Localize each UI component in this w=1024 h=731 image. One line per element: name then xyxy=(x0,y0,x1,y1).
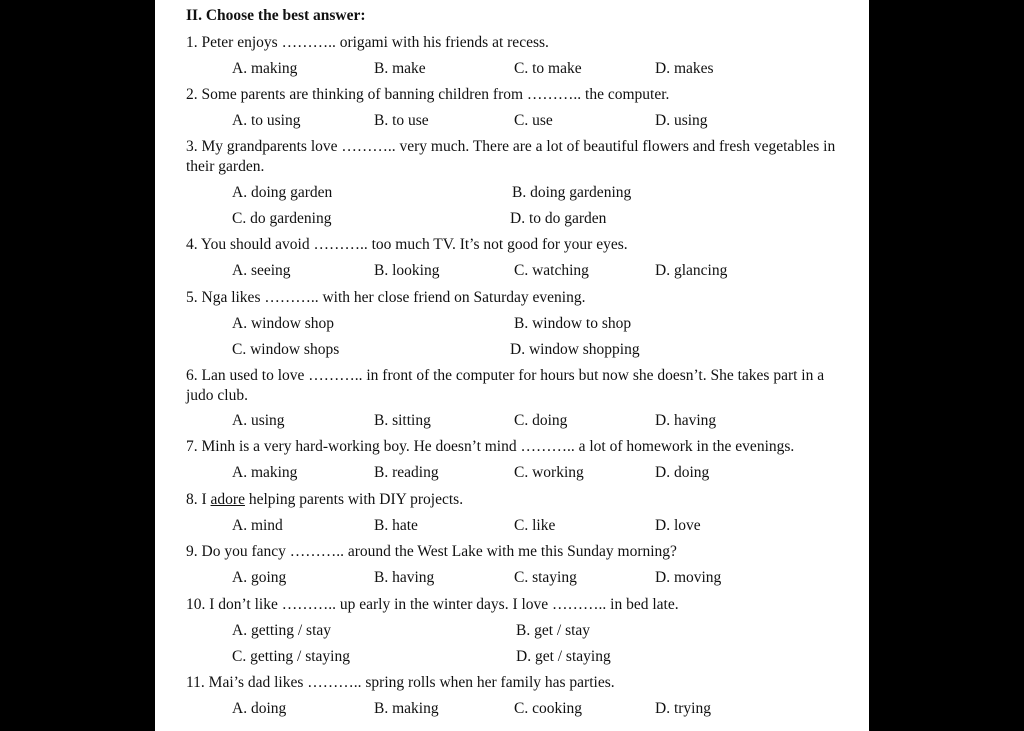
worksheet-page xyxy=(155,0,869,731)
q8-option-c: C. like xyxy=(514,517,556,534)
q6-option-c: C. doing xyxy=(514,412,568,429)
q9-option-a: A. going xyxy=(232,569,287,586)
q3-option-d: D. to do garden xyxy=(510,210,607,227)
q10-option-d: D. get / staying xyxy=(516,648,611,665)
q4-option-b: B. looking xyxy=(374,262,440,279)
question-11: 11. Mai’s dad likes ……….. spring rolls when her family has parties. xyxy=(186,674,615,691)
q8-option-b: B. hate xyxy=(374,517,418,534)
question-4: 4. You should avoid ……….. too much TV. It’s not good for your eyes. xyxy=(186,236,628,253)
question-5: 5. Nga likes ……….. with her close friend on Saturday evening. xyxy=(186,289,586,306)
q6-option-a: A. using xyxy=(232,412,285,429)
question-7: 7. Minh is a very hard-working boy. He doesn’t mind ……….. a lot of homework in the evenings. xyxy=(186,438,795,455)
q1-option-b: B. make xyxy=(374,60,426,77)
q11-option-a: A. doing xyxy=(232,700,287,717)
question-10: 10. I don’t like ……….. up early in the winter days. I love ……….. in bed late. xyxy=(186,596,679,613)
q9-option-b: B. having xyxy=(374,569,435,586)
q8-option-a: A. mind xyxy=(232,517,283,534)
question-6: 6. Lan used to love ……….. in front of the computer for hours but now she doesn’t. She takes part in a judo club. xyxy=(186,367,825,404)
q2-option-a: A. to using xyxy=(232,112,301,129)
question-2: 2. Some parents are thinking of banning children from ……….. the computer. xyxy=(186,86,670,103)
q3-option-c: C. do gardening xyxy=(232,210,332,227)
q5-option-a: A. window shop xyxy=(232,315,335,332)
q8-text-after: helping parents with DIY projects. xyxy=(244,491,464,508)
q10-option-b: B. get / stay xyxy=(516,622,591,639)
question-3: 3. My grandparents love ……….. very much. There are a lot of beautiful flowers and fresh vegetables in their garden. xyxy=(186,138,836,175)
q10-option-c: C. getting / staying xyxy=(232,648,350,665)
q11-option-b: B. making xyxy=(374,700,439,717)
q1-option-c: C. to make xyxy=(514,60,582,77)
q4-option-d: D. glancing xyxy=(655,262,728,279)
q5-option-c: C. window shops xyxy=(232,341,340,358)
q8-underlined-word: adore xyxy=(210,491,245,508)
question-9: 9. Do you fancy ……….. around the West Lake with me this Sunday morning? xyxy=(186,543,677,560)
q7-option-d: D. doing xyxy=(655,464,710,481)
q6-option-d: D. having xyxy=(655,412,717,429)
q3-option-b: B. doing gardening xyxy=(512,184,632,201)
q9-option-c: C. staying xyxy=(514,569,577,586)
q4-option-a: A. seeing xyxy=(232,262,291,279)
q2-option-c: C. use xyxy=(514,112,553,129)
q5-option-d: D. window shopping xyxy=(510,341,640,358)
q7-option-a: A. making xyxy=(232,464,298,481)
q1-option-d: D. makes xyxy=(655,60,714,77)
question-8 xyxy=(186,490,463,510)
q6-option-b: B. sitting xyxy=(374,412,431,429)
question-1: 1. Peter enjoys ……….. origami with his friends at recess. xyxy=(186,34,549,51)
q10-option-a: A. getting / stay xyxy=(232,622,332,639)
q7-option-c: C. working xyxy=(514,464,584,481)
q4-option-c: C. watching xyxy=(514,262,589,279)
q3-option-a: A. doing garden xyxy=(232,184,333,201)
q9-option-d: D. moving xyxy=(655,569,722,586)
q8-option-d: D. love xyxy=(655,517,701,534)
q1-option-a: A. making xyxy=(232,60,298,77)
q2-option-b: B. to use xyxy=(374,112,429,129)
q2-option-d: D. using xyxy=(655,112,708,129)
section-title: II. Choose the best answer: xyxy=(186,7,366,24)
q11-option-c: C. cooking xyxy=(514,700,583,717)
q7-option-b: B. reading xyxy=(374,464,439,481)
q8-text-before: 8. I xyxy=(186,491,211,508)
q11-option-d: D. trying xyxy=(655,700,711,717)
q5-option-b: B. window to shop xyxy=(514,315,632,332)
